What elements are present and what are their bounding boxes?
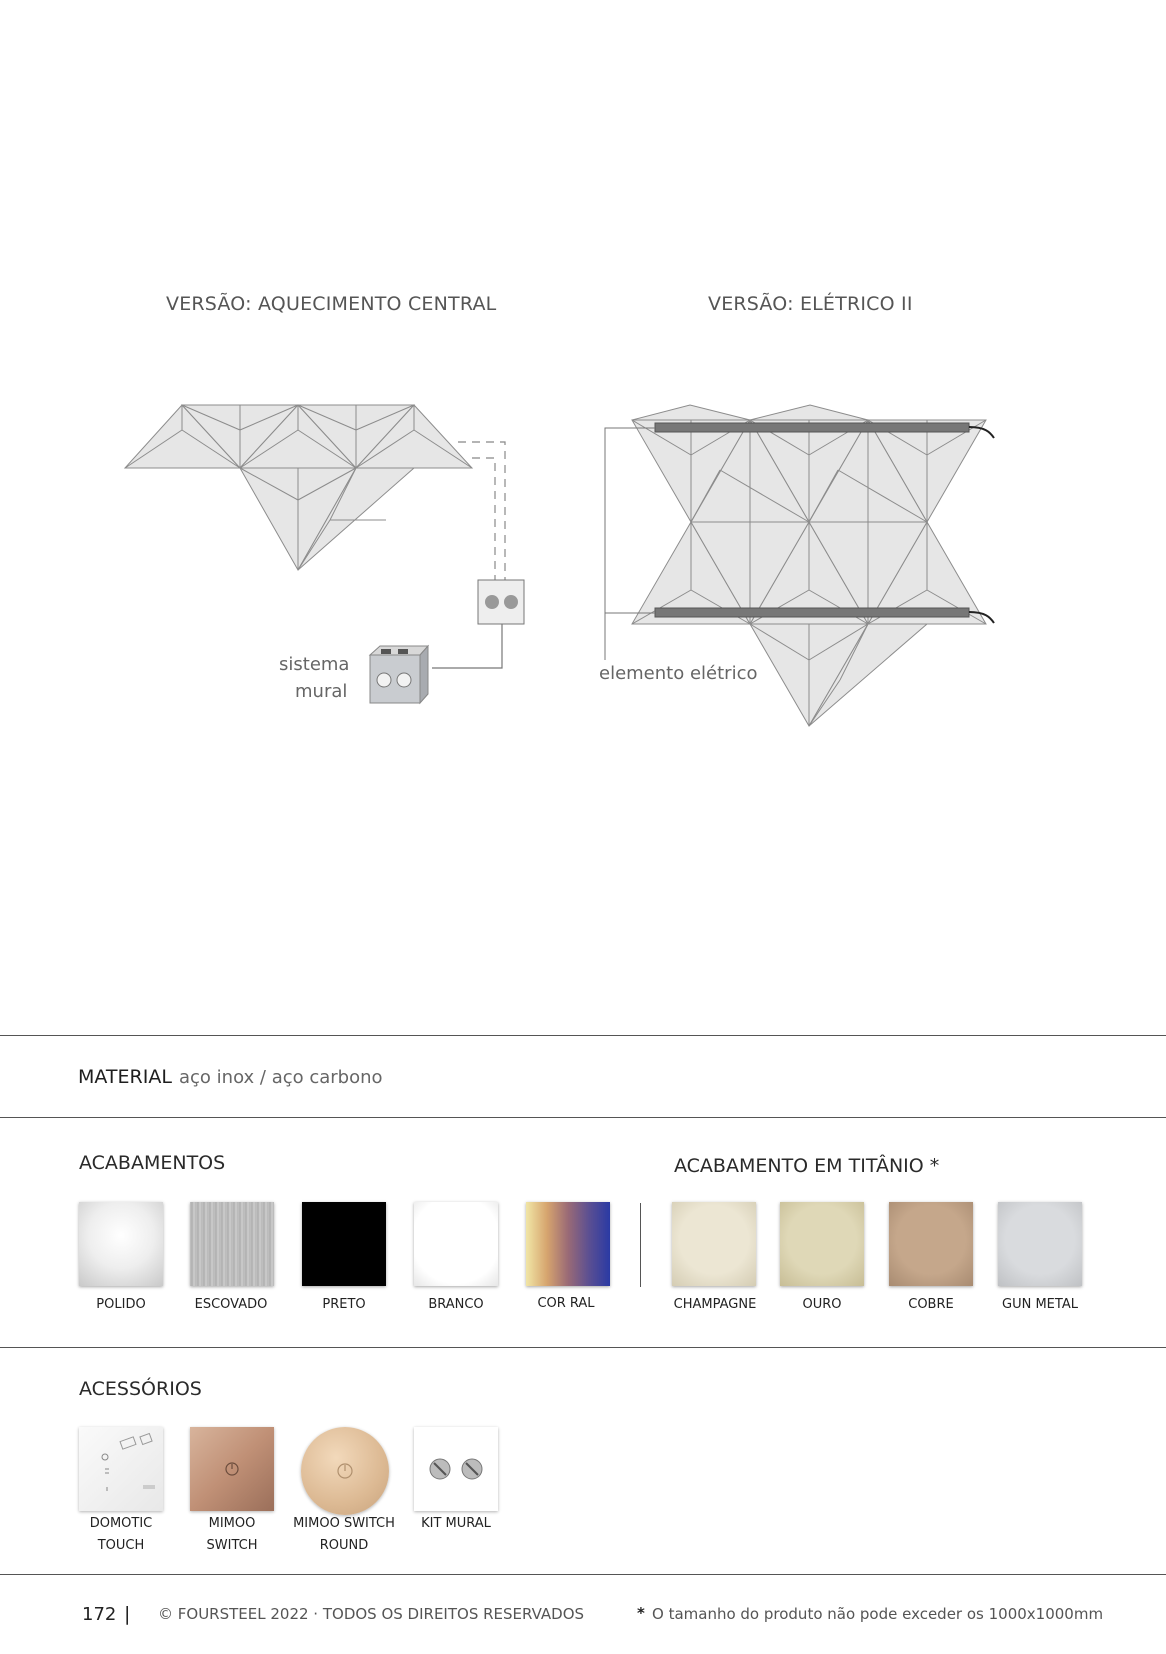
swatch-label-polido: POLIDO	[96, 1297, 146, 1312]
accessory-label-mimoo	[172, 1513, 292, 1557]
swatch-label-gun-metal: GUN METAL	[1002, 1297, 1078, 1312]
wall-system-caption-line2: mural	[295, 681, 348, 702]
swatch-label-cor-ral: COR RAL	[537, 1296, 595, 1311]
finishes-title: ACABAMENTOS	[79, 1152, 226, 1174]
electric-version-title: VERSÃO: ELÉTRICO II	[708, 293, 913, 315]
accessory-label-mimoo-round-line2: ROUND	[319, 1538, 369, 1553]
accessory-label-kit-mural	[396, 1513, 516, 1535]
footer-separator: |	[124, 1603, 131, 1625]
accessory-label-mimoo-round	[284, 1513, 404, 1557]
swatch-gun-metal	[998, 1202, 1082, 1286]
swatch-escovado	[190, 1202, 274, 1286]
page-number: 172	[82, 1604, 117, 1625]
electric-radiator-diagram	[0, 0, 1166, 760]
accessory-label-domotic	[61, 1513, 181, 1557]
swatch-label-branco: BRANCO	[428, 1297, 484, 1312]
swatch-preto	[302, 1202, 386, 1286]
mimoo-switch-round-image	[301, 1427, 389, 1515]
power-icon	[190, 1427, 274, 1511]
swatch-label-champagne: CHAMPAGNE	[673, 1297, 757, 1312]
swatch-label-preto: PRETO	[322, 1297, 366, 1312]
swatch-label-ouro: OURO	[802, 1297, 842, 1312]
wall-system-caption-line1: sistema	[279, 654, 350, 675]
accessory-label-domotic-line1: DOMOTIC	[89, 1516, 153, 1531]
mimoo-switch-image	[190, 1427, 274, 1511]
swatch-branco	[414, 1202, 498, 1286]
divider-accessories	[0, 1574, 1166, 1575]
electric-element-caption: elemento elétrico	[599, 663, 758, 684]
domotic-touch-icon	[79, 1427, 163, 1511]
divider-material	[0, 1117, 1166, 1118]
material-label: MATERIAL	[78, 1066, 172, 1088]
swatch-polido	[79, 1202, 163, 1286]
accessory-label-kit-mural-line1: KIT MURAL	[421, 1516, 491, 1531]
accessory-label-mimoo-line1: MIMOO	[208, 1516, 256, 1531]
accessory-label-mimoo-round-line1: MIMOO SWITCH	[293, 1516, 395, 1531]
swatch-label-escovado: ESCOVADO	[194, 1297, 268, 1312]
accessories-title: ACESSÓRIOS	[79, 1378, 202, 1400]
swatch-cor-ral	[526, 1202, 610, 1286]
finishes-divider	[640, 1203, 641, 1287]
swatch-label-cobre: COBRE	[908, 1297, 954, 1312]
kit-mural-knobs-icon	[414, 1427, 498, 1511]
footer-note-star: *	[637, 1604, 645, 1622]
swatch-ouro	[780, 1202, 864, 1286]
titanium-title: ACABAMENTO EM TITÂNIO *	[674, 1155, 940, 1177]
central-version-title: VERSÃO: AQUECIMENTO CENTRAL	[166, 293, 497, 315]
footer-copyright: © FOURSTEEL 2022 · TODOS OS DIREITOS RESERVADOS	[158, 1605, 585, 1623]
material-value: aço inox / aço carbono	[179, 1067, 383, 1088]
divider-finishes	[0, 1347, 1166, 1348]
domotic-touch-image	[79, 1427, 163, 1511]
divider-top	[0, 1035, 1166, 1036]
swatch-cobre	[889, 1202, 973, 1286]
swatch-champagne	[672, 1202, 756, 1286]
power-icon-round	[301, 1427, 389, 1515]
footer-note: O tamanho do produto não pode exceder os 1000x1000mm	[652, 1605, 1104, 1623]
accessory-label-domotic-line2: TOUCH	[97, 1538, 145, 1553]
kit-mural-image	[414, 1427, 498, 1511]
accessory-label-mimoo-line2: SWITCH	[206, 1538, 258, 1553]
